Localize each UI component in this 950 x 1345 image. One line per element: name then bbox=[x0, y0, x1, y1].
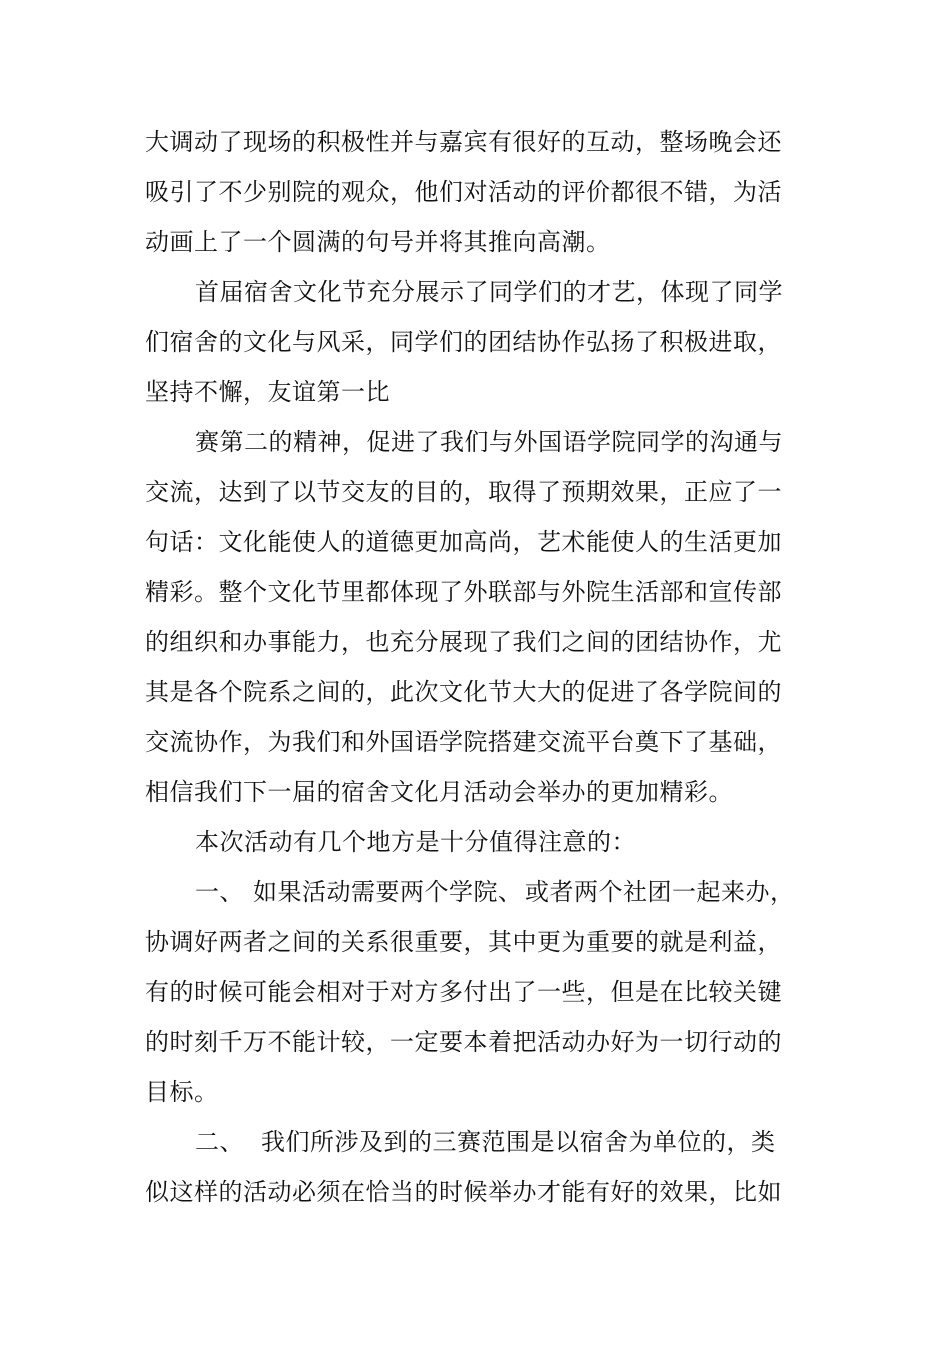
list-item-2-first-line bbox=[195, 1127, 795, 1157]
list-item-2-number: 二、 bbox=[195, 1128, 244, 1156]
text-line: 动画上了一个圆满的句号并将其推向高潮。 bbox=[145, 228, 611, 256]
text-line: 的组织和办事能力，也充分展现了我们之间的团结协作，尤 bbox=[145, 628, 782, 656]
text-line: 的时刻千万不能计较，一定要本着把活动办好为一切行动的 bbox=[145, 1028, 782, 1056]
text-line: 其是各个院系之间的，此次文化节大大的促进了各学院间的 bbox=[145, 678, 782, 706]
text-line: 坚持不懈，友谊第一比 bbox=[145, 378, 390, 406]
text-line: 有的时候可能会相对于对方多付出了一些，但是在比较关键 bbox=[145, 978, 782, 1006]
list-item-2-text: 我们所涉及到的三赛范围是以宿舍为单位的，类 bbox=[261, 1128, 776, 1156]
text-line: 大调动了现场的积极性并与嘉宾有很好的互动，整场晚会还 bbox=[145, 128, 782, 156]
text-line: 交流，达到了以节交友的目的，取得了预期效果，正应了一 bbox=[145, 478, 782, 506]
list-item-1-number: 一、 bbox=[195, 878, 244, 906]
text-line: 句话：文化能使人的道德更加高尚，艺术能使人的生活更加 bbox=[145, 528, 782, 556]
list-item-1-text-part1: 如果活动需要两个学院、 bbox=[253, 878, 523, 906]
text-line: 精彩。整个文化节里都体现了外联部与外院生活部和宣传部 bbox=[145, 578, 782, 606]
text-line: 吸引了不少别院的观众，他们对活动的评价都很不错，为活 bbox=[145, 178, 782, 206]
text-line: 们宿舍的文化与风采，同学们的团结协作弘扬了积极进取， bbox=[145, 328, 782, 356]
text-line: 目标。 bbox=[145, 1078, 219, 1106]
paragraph-first-line: 赛第二的精神，促进了我们与外国语学院同学的沟通与 bbox=[195, 428, 783, 456]
paragraph-first-line: 本次活动有几个地方是十分值得注意的： bbox=[195, 828, 636, 856]
paragraph-first-line: 首届宿舍文化节充分展示了同学们的才艺，体现了同学 bbox=[195, 278, 783, 306]
text-line: 似这样的活动必须在恰当的时候举办才能有好的效果，比如 bbox=[145, 1178, 782, 1206]
text-line: 协调好两者之间的关系很重要，其中更为重要的就是利益， bbox=[145, 928, 782, 956]
text-line: 相信我们下一届的宿舍文化月活动会举办的更加精彩。 bbox=[145, 778, 733, 806]
list-item-1-first-line bbox=[195, 877, 815, 907]
text-line: 交流协作，为我们和外国语学院搭建交流平台奠下了基础， bbox=[145, 728, 782, 756]
list-item-1-text-part2: 或者两个社团一起来办， bbox=[525, 878, 795, 906]
